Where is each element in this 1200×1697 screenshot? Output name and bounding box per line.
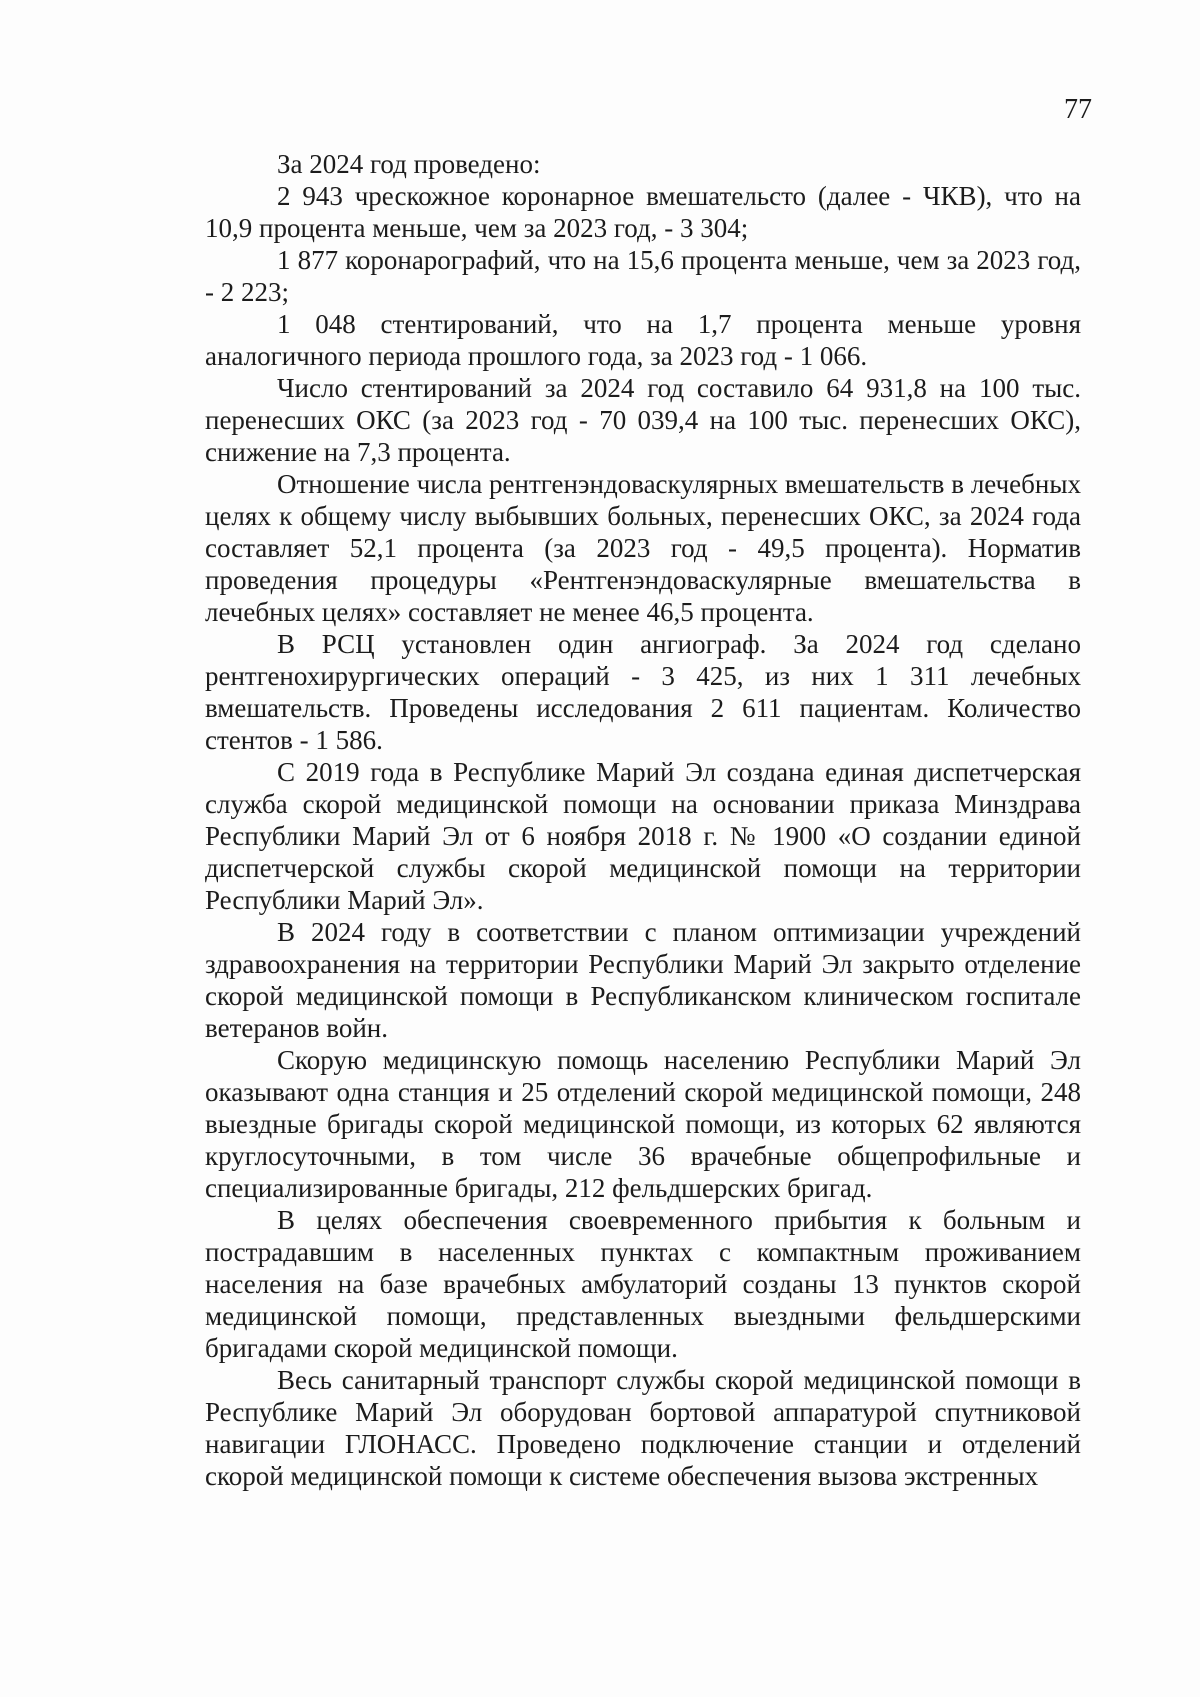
paragraph-ambulance-points: В целях обеспечения своевременного прибытия к больным и пострадавшим в населенных пунктах с компактным проживанием населения на базе врачебных амбулаторий созданы 13 пунктов скорой медицинской помощи, представленных выездными фельдшерскими бригадами скорой медицинской помощи.	[205, 1205, 1081, 1363]
paragraph-dispatch-service: С 2019 года в Республике Марий Эл создана единая диспетчерская служба скорой медицинской помощи на основании приказа Минздрава Республики Марий Эл от 6 ноября 2018 г. № 1900 «О создании единой диспетчерской службы скорой медицинской помощи на территории Республики Марий Эл».	[205, 757, 1081, 915]
paragraph-pci-count: 2 943 чрескожное коронарное вмешательсто (далее - ЧКВ), что на 10,9 процента меньше, чем за 2023 год, - 3 304;	[205, 181, 1081, 243]
paragraph-ambulance-teams: Скорую медицинскую помощь населению Республики Марий Эл оказывают одна станция и 25 отделений скорой медицинской помощи, 248 выездные бригады скорой медицинской помощи, из которых 62 являются круглосуточными, в том числе 36 врачебные общепрофильные и специализированные бригады, 212 фельдшерских бригад.	[205, 1045, 1081, 1203]
paragraph-department-closure: В 2024 году в соответствии с планом оптимизации учреждений здравоохранения на территории Республики Марий Эл закрыто отделение скорой медицинской помощи в Республиканском клиническом госпитале ветеранов войн.	[205, 917, 1081, 1043]
paragraph-stenting-count: 1 048 стентирований, что на 1,7 процента меньше уровня аналогичного периода прошлого года, за 2023 год - 1 066.	[205, 309, 1081, 371]
document-body	[205, 148, 1081, 1492]
page-number: 77	[1064, 94, 1092, 125]
paragraph-summary-intro: За 2024 год проведено:	[277, 149, 541, 179]
paragraph-endovascular-ratio: Отношение числа рентгенэндоваскулярных вмешательств в лечебных целях к общему числу выбывших больных, перенесших ОКС, за 2024 года составляет 52,1 процента (за 2023 год - 49,5 процента). Норматив проведения процедуры «Рентгенэндоваскулярные вмешательства в лечебных целях» составляет не менее 46,5 процента.	[205, 469, 1081, 627]
paragraph-angiograph: В РСЦ установлен один ангиограф. За 2024 год сделано рентгенохирургических операций - 3 425, из них 1 311 лечебных вмешательств. Проведены исследования 2 611 пациентам. Количество стентов - 1 586.	[205, 629, 1081, 755]
paragraph-coronarography-count: 1 877 коронарографий, что на 15,6 процента меньше, чем за 2023 год, - 2 223;	[205, 245, 1081, 307]
paragraph-glonass: Весь санитарный транспорт службы скорой медицинской помощи в Республике Марий Эл оборудован бортовой аппаратурой спутниковой навигации ГЛОНАСС. Проведено подключение станции и отделений скорой медицинской помощи к системе обеспечения вызова экстренных	[205, 1365, 1081, 1491]
paragraph-stenting-rate: Число стентирований за 2024 год составило 64 931,8 на 100 тыс. перенесших ОКС (за 2023 год - 70 039,4 на 100 тыс. перенесших ОКС), снижение на 7,3 процента.	[205, 373, 1081, 467]
